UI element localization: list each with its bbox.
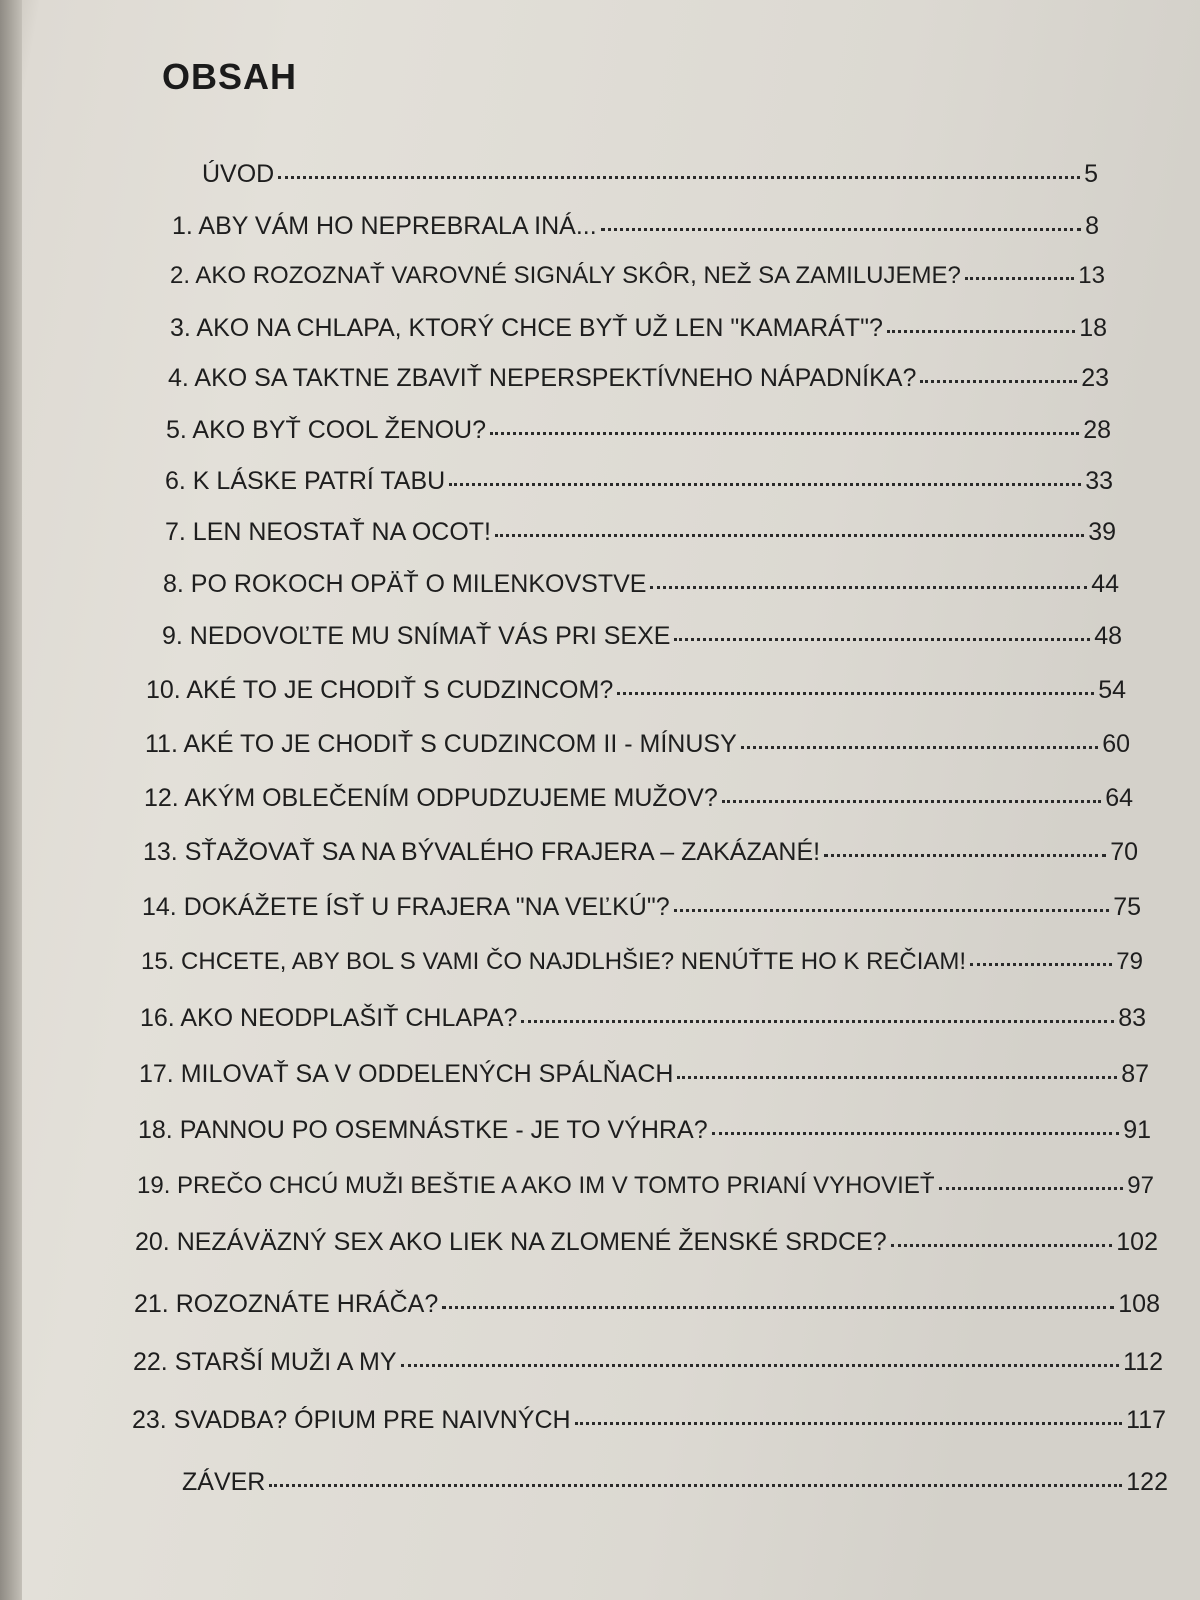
toc-entry-title: 15. CHCETE, ABY BOL S VAMI ČO NAJDLHŠIE? NENÚŤTE HO K REČIAM! bbox=[141, 948, 967, 975]
toc-entry-page: 112 bbox=[1123, 1348, 1163, 1376]
toc-entry-page: 64 bbox=[1105, 784, 1133, 812]
toc-entry-12 bbox=[144, 784, 1133, 813]
dot-leader bbox=[269, 1484, 1122, 1487]
toc-entry-8 bbox=[163, 570, 1119, 599]
toc-entry-2 bbox=[170, 262, 1105, 290]
toc-entry-3 bbox=[170, 314, 1107, 343]
dot-leader bbox=[920, 380, 1077, 383]
dot-leader bbox=[712, 1132, 1120, 1135]
toc-entry-page: 5 bbox=[1084, 160, 1098, 188]
toc-entry-1 bbox=[172, 212, 1099, 241]
dot-leader bbox=[939, 1187, 1124, 1190]
toc-entry-page: 97 bbox=[1127, 1172, 1154, 1199]
toc-entry-title: 18. PANNOU PO OSEMNÁSTKE - JE TO VÝHRA? bbox=[138, 1116, 708, 1144]
dot-leader bbox=[824, 854, 1106, 857]
toc-entry-page: 79 bbox=[1116, 948, 1143, 975]
toc-entry-10 bbox=[146, 676, 1126, 705]
dot-leader bbox=[278, 176, 1080, 179]
dot-leader bbox=[617, 692, 1094, 695]
toc-entry-title: 12. AKÝM OBLEČENÍM ODPUDZUJEME MUŽOV? bbox=[144, 784, 718, 812]
toc-entry-title: 16. AKO NEODPLAŠIŤ CHLAPA? bbox=[140, 1004, 518, 1032]
dot-leader bbox=[891, 1244, 1113, 1247]
toc-entry-page: 70 bbox=[1110, 838, 1138, 866]
dot-leader bbox=[650, 586, 1087, 589]
toc-entry-page: 23 bbox=[1081, 364, 1109, 392]
dot-leader bbox=[970, 963, 1112, 966]
toc-entry-title: 22. STARŠÍ MUŽI A MY bbox=[133, 1348, 397, 1376]
toc-entry-title: 19. PREČO CHCÚ MUŽI BEŠTIE A AKO IM V TOMTO PRIANÍ VYHOVIEŤ bbox=[137, 1172, 935, 1199]
toc-entry-title: 10. AKÉ TO JE CHODIŤ S CUDZINCOM? bbox=[146, 676, 614, 704]
toc-entry-page: 13 bbox=[1078, 262, 1105, 289]
dot-leader bbox=[442, 1306, 1114, 1309]
toc-entry-23 bbox=[132, 1406, 1166, 1435]
toc-entry-title: 23. SVADBA? ÓPIUM PRE NAIVNÝCH bbox=[132, 1406, 571, 1434]
dot-leader bbox=[490, 432, 1079, 435]
toc-entry-4 bbox=[168, 364, 1109, 393]
toc-entry-page: 60 bbox=[1102, 730, 1130, 758]
toc-entry-page: 91 bbox=[1123, 1116, 1151, 1144]
toc-entry-title: 7. LEN NEOSTAŤ NA OCOT! bbox=[165, 518, 491, 546]
toc-entry-title: ZÁVER bbox=[182, 1468, 266, 1496]
toc-entry-page: 48 bbox=[1094, 622, 1122, 650]
toc-entry-title: 20. NEZÁVÄZNÝ SEX AKO LIEK NA ZLOMENÉ ŽENSKÉ SRDCE? bbox=[135, 1228, 887, 1256]
toc-entry-title: 17. MILOVAŤ SA V ODDELENÝCH SPÁLŇACH bbox=[139, 1060, 674, 1088]
toc-entry-page: 54 bbox=[1098, 676, 1126, 704]
dot-leader bbox=[887, 330, 1075, 333]
toc-entry-20 bbox=[135, 1228, 1158, 1257]
dot-leader bbox=[495, 534, 1084, 537]
toc-entry-7 bbox=[165, 518, 1116, 547]
toc-entry-page: 18 bbox=[1079, 314, 1107, 342]
dot-leader bbox=[601, 228, 1081, 231]
dot-leader bbox=[722, 800, 1101, 803]
toc-entry-page: 83 bbox=[1118, 1004, 1146, 1032]
toc-entry-18 bbox=[138, 1116, 1151, 1145]
toc-entry-11 bbox=[145, 730, 1130, 759]
toc-entry-page: 117 bbox=[1126, 1406, 1166, 1434]
toc-entry-page: 8 bbox=[1085, 212, 1099, 240]
toc-entry-17 bbox=[139, 1060, 1149, 1089]
toc-entry-14 bbox=[142, 893, 1141, 922]
toc-entry-6 bbox=[165, 467, 1113, 496]
dot-leader bbox=[401, 1364, 1120, 1367]
toc-entry-page: 33 bbox=[1085, 467, 1113, 495]
dot-leader bbox=[965, 277, 1074, 280]
toc-entry-title: 6. K LÁSKE PATRÍ TABU bbox=[165, 467, 446, 495]
dot-leader bbox=[674, 638, 1090, 641]
toc-entry-page: 87 bbox=[1121, 1060, 1149, 1088]
toc-entry-15 bbox=[141, 948, 1143, 976]
toc-entry-page: 28 bbox=[1083, 416, 1111, 444]
toc-entry-title: ÚVOD bbox=[202, 160, 275, 188]
toc-entry-19 bbox=[137, 1172, 1154, 1200]
toc-entry-16 bbox=[140, 1004, 1146, 1033]
toc-entry-page: 39 bbox=[1088, 518, 1116, 546]
toc-entry-title: 1. ABY VÁM HO NEPREBRALA INÁ... bbox=[172, 212, 597, 240]
dot-leader bbox=[677, 1076, 1117, 1079]
toc-entry-title: 8. PO ROKOCH OPÄŤ O MILENKOVSTVE bbox=[163, 570, 647, 598]
toc-entry-9 bbox=[162, 622, 1122, 651]
toc-entry-21 bbox=[134, 1290, 1160, 1319]
toc-entry-page: 44 bbox=[1091, 570, 1119, 598]
toc-entry-zaver bbox=[182, 1468, 1168, 1497]
toc-entry-title: 9. NEDOVOĽTE MU SNÍMAŤ VÁS PRI SEXE bbox=[162, 622, 671, 650]
toc-entry-page: 122 bbox=[1126, 1468, 1168, 1496]
toc-entry-title: 21. ROZOZNÁTE HRÁČA? bbox=[134, 1290, 439, 1318]
dot-leader bbox=[575, 1422, 1123, 1425]
toc-entry-title: 13. SŤAŽOVAŤ SA NA BÝVALÉHO FRAJERA – ZAKÁZANÉ! bbox=[143, 838, 821, 866]
toc-entry-title: 14. DOKÁŽETE ÍSŤ U FRAJERA "NA VEĽKÚ"? bbox=[142, 893, 670, 921]
toc-entry-13 bbox=[143, 838, 1138, 867]
toc-entry-5 bbox=[166, 416, 1111, 445]
toc-entry-title: 11. AKÉ TO JE CHODIŤ S CUDZINCOM II - MÍNUSY bbox=[145, 730, 737, 758]
toc-entry-page: 102 bbox=[1116, 1228, 1158, 1256]
dot-leader bbox=[449, 483, 1081, 486]
toc-entry-22 bbox=[133, 1348, 1163, 1377]
toc-entry-title: 5. AKO BYŤ COOL ŽENOU? bbox=[166, 416, 486, 444]
toc-entry-uvod bbox=[202, 160, 1098, 189]
dot-leader bbox=[741, 746, 1098, 749]
dot-leader bbox=[674, 909, 1110, 912]
toc-entry-title: 4. AKO SA TAKTNE ZBAVIŤ NEPERSPEKTÍVNEHO NÁPADNÍKA? bbox=[168, 364, 917, 392]
toc-entry-page: 108 bbox=[1118, 1290, 1160, 1318]
toc-entry-title: 3. AKO NA CHLAPA, KTORÝ CHCE BYŤ UŽ LEN "KAMARÁT"? bbox=[170, 314, 883, 342]
toc-entry-title: 2. AKO ROZOZNAŤ VAROVNÉ SIGNÁLY SKÔR, NEŽ SA ZAMILUJEME? bbox=[170, 262, 961, 289]
toc-entry-page: 75 bbox=[1113, 893, 1141, 921]
page-title: OBSAH bbox=[162, 56, 298, 97]
dot-leader bbox=[521, 1020, 1114, 1023]
